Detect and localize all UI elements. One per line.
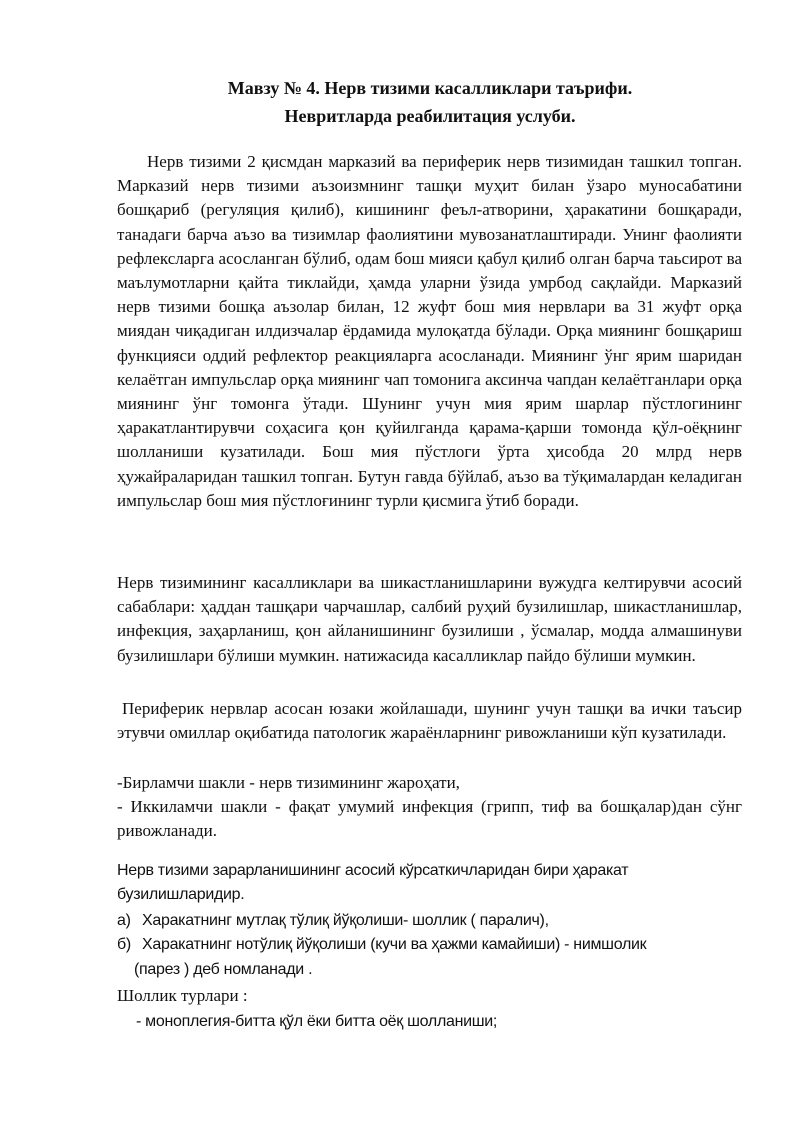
paragraph-causes: Нерв тизимининг касалликлари ва шикастланишларини вужудга келтирувчи асосий сабаблари: ҳаддан ташқари чарчашлар, салбий руҳий бузилишлар, шикастланишлар, инфекция, заҳарланиш, қон айланишининг бузилиши , ўсмалар, модда алмашинуви бузилишлари бўлиши мумкин. натижасида касалликлар пайдо бўлиши мумкин. xyxy=(117,573,742,665)
list-item-b xyxy=(117,933,747,957)
list-item-monoplegia: - моноплегия-битта қўл ёки битта оёқ шолланиши; xyxy=(136,1013,498,1030)
list-marker-b: б) xyxy=(117,936,131,953)
list-item-a xyxy=(117,909,747,933)
paragraph-peripheral-nerves: Периферик нервлар асосан юзаки жойлашади, шунинг учун ташқи ва ички таъсир этувчи омиллар оқибатида патологик жараёнларнинг ривожланиши кўп кузатилади. xyxy=(117,699,742,743)
paragraph-primary-form: -Бирламчи шакли - нерв тизимининг жароҳати, xyxy=(117,773,460,792)
document-title-line2: Невритларда реабилитация услуби. xyxy=(284,106,576,126)
paragraph-nervous-system: Нерв тизими 2 қисмдан марказий ва периферик нерв тизимидан ташкил топган. Марказий нерв тизими аъзоизмнинг ташқи муҳит билан ўзаро муносабатини бошқариб (регуляция қилиб), кишининг феъл-атворини, ҳаракатини бошқаради, танадаги барча аъзо ва тизимлар фаолиятини мувозанатлаштиради. Унинг фаолияти рефлексларга асосланган бўлиб, одам бош мияси қабул қилиб олган барча таьсирот ва маълумотларни қайта тиклайди, ҳамда уларни ўзида умрбод сақлайди. Марказий нерв тизими бошқа аъзолар билан, 12 жуфт бош мия нервлари ва 31 жуфт орқа миядан чиқадиган илдизчалар ёрдамида мулоқатда бўлади. Орқа миянинг бошқариш функцияси оддий рефлектор реакцияларга асосланади. Миянинг ўнг ярим шаридан келаётган импульслар орқа миянинг чап томонига аксинча чапдан келаётганлари орқа миянинг ўнг томонга ўтади. Шунинг учун мия ярим шарлар пўстлогининг ҳаракатлантирувчи соҳасига қон қуйилганда қарама-қарши томонда қўл-оёқнинг шолланиши кузатилади. Бош мия пўстлоги ўрта ҳисобда 20 млрд нерв ҳужайраларидан ташкил топган. Бутун гавда бўйлаб, аъзо ва тўқималардан келадиган импульслар бош мия пўстлоғининг турли қисмига ўтиб боради. xyxy=(117,152,743,510)
paragraph-paralysis-types: Шоллик турлари : xyxy=(117,986,248,1005)
list-text-b: Харакатнинг нотўлиқ йўқолиши (кучи ва ҳажми камайиши) - нимшолик xyxy=(142,936,647,953)
paragraph-secondary-form: - Иккиламчи шакли - фақат умумий инфекция (грипп, тиф ва бошқалар)дан сўнг ривожланади. xyxy=(117,797,742,841)
list-item-b-continuation: (парез ) деб номланади . xyxy=(134,961,313,978)
document-title-line1: Мавзу № 4. Нерв тизими касалликлари таърифи. xyxy=(227,78,633,98)
list-marker-a: а) xyxy=(117,912,131,929)
list-text-a: Харакатнинг мутлақ тўлиқ йўқолиши- шоллик ( паралич), xyxy=(142,912,549,929)
paragraph-indicators: Нерв тизими зарарланишининг асосий кўрсаткичларидан бири ҳаракат бузилишларидир. xyxy=(117,862,629,903)
